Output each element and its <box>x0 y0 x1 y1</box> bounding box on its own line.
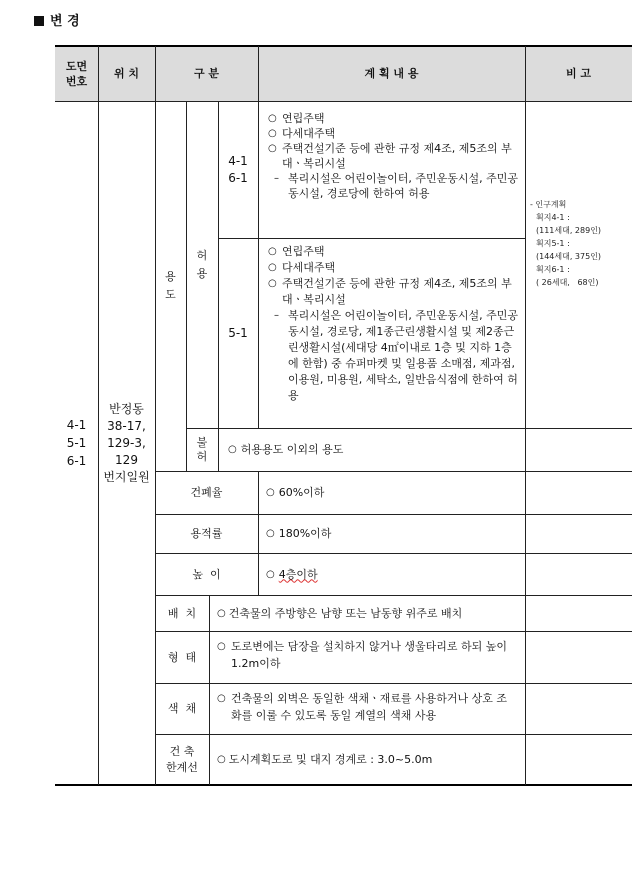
row-divider <box>155 683 632 684</box>
row2-item: ○ 연립주택 <box>268 244 519 260</box>
column-divider <box>209 595 210 785</box>
height-value: ○ 4층이하 <box>266 567 318 581</box>
circle-bullet-icon: ○ <box>228 444 237 455</box>
row-divider <box>186 428 632 429</box>
column-divider <box>98 46 99 785</box>
circle-bullet-icon: ○ <box>266 528 275 539</box>
color-item: ○ 건축물의 외벽은 동일한 색채ㆍ재료를 사용하거나 상호 조화를 이룰 수 있도록 동일 계열의 색채 사용 <box>217 690 517 724</box>
row-divider <box>155 553 632 554</box>
row-divider <box>218 238 258 239</box>
row-divider <box>155 734 632 735</box>
row1-item: ○ 다세대주택 <box>268 126 519 141</box>
circle-bullet-icon: ○ <box>217 754 226 765</box>
table-bottom-border <box>55 784 632 786</box>
layout-value: ○ 건축물의 주방향은 남향 또는 남동향 위주로 배치 <box>217 606 463 620</box>
header-content: 계 획 내 용 <box>258 46 525 101</box>
use-label: 용 도 <box>165 270 176 301</box>
layout-label: 배 치 <box>167 606 197 620</box>
row1-dash-item: – 복리시설은 어린이놀이터, 주민운동시설, 주민공동시설, 경로당에 한하여 허용 <box>268 171 519 201</box>
row2-dash-item: – 복리시설은 어린이놀이터, 주민운동시설, 주민공동시설, 경로당, 제1종근린생활시설 및 제2종근린생활시설(세대당 4㎡이내로 1층 및 지하 1층에 한함) 중 슈퍼마켓 및 일용품 소매점, 제과점, 이용원, 미용원, 세탁소, 일반음식점에 한하여 허용 <box>268 308 519 404</box>
allowed-label: 허 용 <box>196 248 208 280</box>
color-label: 색 채 <box>167 702 197 715</box>
column-divider <box>258 46 259 428</box>
table-top-border <box>55 45 632 47</box>
row2-content <box>258 238 525 428</box>
coverage-value: ○ 60%이하 <box>266 486 325 499</box>
disallowed-content: ○ 허용용도 이외의 용도 <box>228 443 344 456</box>
column-divider <box>218 101 219 471</box>
far-value: ○ 180%이하 <box>266 527 332 540</box>
far-label: 용적률 <box>190 527 223 540</box>
color-value <box>209 683 525 734</box>
section-title: 변 경 <box>34 10 80 29</box>
row2-item: ○ 주택건설기준 등에 관한 규정 제4조, 제5조의 부대ㆍ복리시설 <box>268 276 519 308</box>
row1-content <box>258 101 525 238</box>
form-value <box>209 631 525 683</box>
circle-bullet-icon: ○ <box>266 568 275 580</box>
column-divider <box>186 101 187 471</box>
row-divider <box>155 471 632 472</box>
setback-label: 건 축 한계선 <box>166 744 198 774</box>
form-item: ○ 도로변에는 담장을 설치하지 않거나 생울타리로 하되 높이1.2m이하 <box>217 638 517 672</box>
header-location: 위 치 <box>98 46 155 101</box>
row-divider <box>258 238 525 239</box>
header-map-no: 도면 번호 <box>55 46 98 101</box>
lot-number-5-1: 5-1 <box>228 325 248 340</box>
remarks-note: - 인구계획 획지4-1 : (111세대, 289인) 획지5-1 : (144세대, 375인) 획지6-1 : ( 26세대, 68인) <box>530 200 602 287</box>
column-divider <box>258 471 259 595</box>
form-label: 형 태 <box>167 650 197 664</box>
header-divider <box>55 101 632 102</box>
coverage-label: 건폐율 <box>190 486 223 499</box>
row-divider <box>155 514 632 515</box>
header-remarks: 비 고 <box>525 46 632 101</box>
header-category: 구 분 <box>155 46 258 101</box>
row-divider <box>155 595 632 596</box>
column-divider <box>525 46 526 785</box>
row2-item: ○ 다세대주택 <box>268 260 519 276</box>
map-number: 4-1 5-1 6-1 <box>66 418 87 468</box>
column-divider <box>155 46 156 785</box>
row-divider <box>155 631 632 632</box>
row1-item: ○ 연립주택 <box>268 111 519 126</box>
location-address: 반정동 38-17, 129-3, 129 번지일원 <box>103 401 150 484</box>
lot-number-4-1-6-1: 4-1 6-1 <box>228 153 248 185</box>
setback-value: ○ 도시계획도로 및 대지 경계로 : 3.0~5.0m <box>217 753 433 766</box>
height-label: 높 이 <box>192 567 221 581</box>
circle-bullet-icon: ○ <box>266 487 275 498</box>
row1-item: ○ 주택건설기준 등에 관한 규정 제4조, 제5조의 부대ㆍ복리시설 <box>268 141 519 171</box>
circle-bullet-icon: ○ <box>217 607 226 619</box>
disallowed-label: 불 허 <box>196 435 208 463</box>
